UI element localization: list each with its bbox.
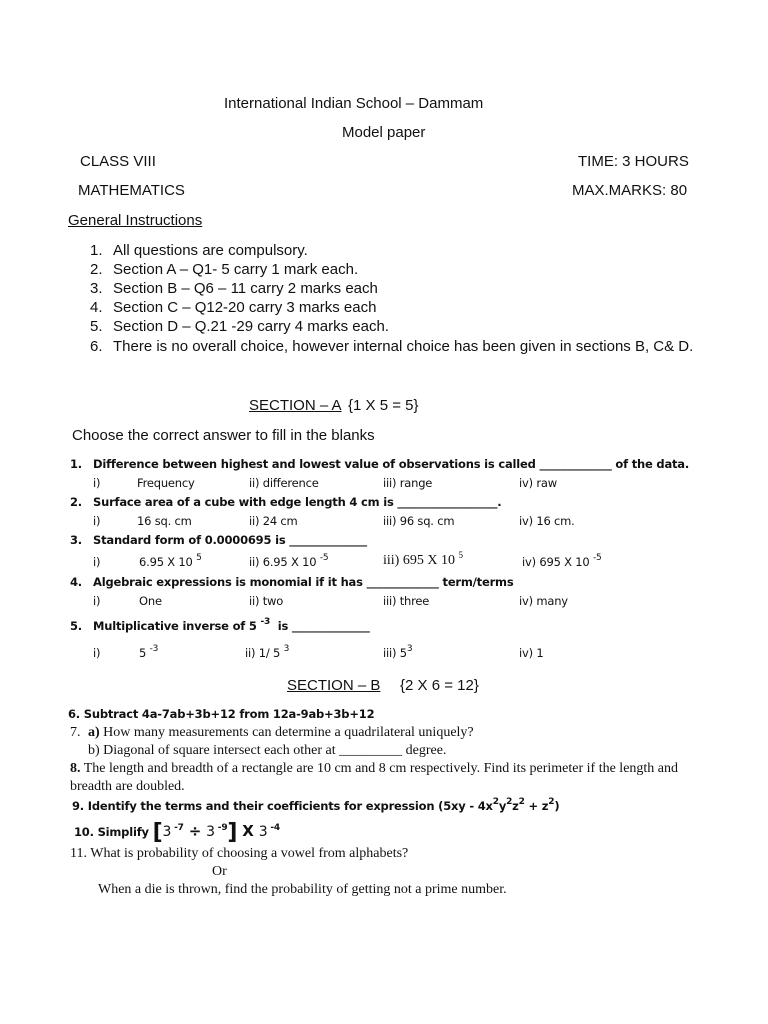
option-text: 16 sq. cm	[137, 514, 192, 528]
option-text	[522, 555, 602, 569]
option-value: ii) 1/ 5	[245, 646, 281, 660]
option-value: ii) 6.95 X 10	[249, 555, 317, 569]
exponent: -3	[149, 644, 159, 654]
time-label: TIME: 3 HOURS	[578, 153, 689, 170]
instruction-num: 1.	[90, 242, 103, 259]
bracket-open: [	[152, 820, 163, 845]
question-text-part: is ______________	[277, 619, 370, 633]
exponent: 2	[518, 797, 525, 807]
question-11-text: 11. What is probability of choosing a vowel from alphabets?	[70, 846, 409, 861]
option-value: 5	[139, 646, 147, 660]
question-7a-text	[88, 725, 474, 741]
paper-title: Model paper	[342, 124, 426, 141]
option-label: i)	[93, 514, 101, 528]
exponent: 3	[406, 644, 413, 654]
divide-sign: ÷	[183, 822, 207, 840]
question-text-part: y	[498, 799, 507, 813]
subject-label: MATHEMATICS	[78, 182, 185, 199]
question-text-part: )	[554, 799, 560, 813]
section-b-marks: {2 X 6 = 12}	[400, 677, 479, 694]
option-text: One	[139, 594, 162, 608]
option-text	[139, 646, 158, 660]
option-text	[249, 555, 328, 569]
question-8-text	[70, 761, 678, 777]
section-a-marks: {1 X 5 = 5}	[348, 397, 419, 414]
section-a-direction: Choose the correct answer to fill in the blanks	[72, 427, 375, 444]
instruction-num: 6.	[90, 338, 103, 355]
exponent: 3	[283, 644, 290, 654]
question-text-part: The length and breadth of a rectangle are 10 cm and 8 cm respectively. Find its perimeter if the length and	[83, 761, 679, 776]
or-label: Or	[212, 864, 227, 879]
option-text: iii) range	[383, 476, 433, 490]
instruction-text: All questions are compulsory.	[113, 242, 308, 259]
base: 3	[258, 824, 268, 840]
option-text	[245, 646, 289, 660]
question-text-part: 10. Simplify	[74, 825, 149, 839]
question-text-part: + z	[524, 799, 549, 813]
exponent: 2	[506, 797, 513, 807]
option-label: i)	[93, 594, 101, 608]
instructions-heading: General Instructions	[68, 212, 203, 229]
question-number: 4.	[70, 575, 82, 589]
option-text: iv) raw	[519, 476, 557, 490]
question-number: 2.	[70, 495, 82, 509]
option-label: i)	[93, 476, 101, 490]
multiply-sign: X	[237, 822, 259, 840]
part-label: a)	[88, 725, 100, 740]
option-text: iv) 1	[519, 646, 544, 660]
question-2-text: Surface area of a cube with edge length 4 cm is __________________.	[93, 495, 502, 509]
section-a-heading: SECTION – A	[249, 397, 342, 414]
exponent: 2	[492, 797, 499, 807]
option-text: iv) many	[519, 594, 568, 608]
exponent: -9	[214, 823, 228, 833]
exponent: 5	[458, 550, 463, 560]
option-text: ii) two	[249, 594, 284, 608]
question-6-text: 6. Subtract 4a-7ab+3b+12 from 12a-9ab+3b+12	[68, 707, 375, 721]
option-text	[383, 646, 412, 660]
option-text: iii) 96 sq. cm	[383, 514, 455, 528]
exponent: 2	[548, 797, 555, 807]
question-number: 5.	[70, 619, 82, 633]
option-text	[383, 550, 463, 569]
question-text-part: z	[512, 799, 519, 813]
exponent: 5	[196, 553, 202, 563]
question-4-text: Algebraic expressions is monomial if it has _____________ term/terms	[93, 575, 514, 589]
question-1-text: Difference between highest and lowest value of observations is called _____________ of the data.	[93, 457, 690, 471]
question-number: 3.	[70, 533, 82, 547]
option-text: iii) three	[383, 594, 430, 608]
class-label: CLASS VIII	[80, 153, 156, 170]
question-11-alt-text: When a die is thrown, find the probability of getting not a prime number.	[98, 882, 507, 897]
question-text-part: 9. Identify the terms and their coefficients for expression (5xy - 4x	[72, 799, 493, 813]
exponent: -4	[267, 823, 280, 833]
question-9-text	[72, 799, 559, 813]
bracket-close: ]	[227, 820, 238, 845]
question-8-text-cont: breadth are doubled.	[70, 779, 185, 794]
base: 3	[206, 824, 215, 840]
question-text-part: Multiplicative inverse of 5	[93, 619, 257, 633]
question-7b-text: b) Diagonal of square intersect each other at _________ degree.	[88, 743, 447, 758]
instruction-num: 3.	[90, 280, 103, 297]
exponent: -5	[592, 553, 602, 563]
option-text: Frequency	[137, 476, 195, 490]
option-text: ii) difference	[249, 476, 319, 490]
option-label: i)	[93, 646, 101, 660]
option-text	[139, 555, 202, 569]
exponent: -3	[260, 617, 271, 627]
question-10-text	[74, 820, 280, 845]
option-value: iii) 5	[383, 646, 407, 660]
instruction-text: Section B – Q6 – 11 carry 2 marks each	[113, 280, 378, 297]
instruction-text: Section D – Q.21 -29 carry 4 marks each.	[113, 318, 389, 335]
option-value: iv) 695 X 10	[522, 555, 590, 569]
instruction-num: 2.	[90, 261, 103, 278]
option-text: iv) 16 cm.	[519, 514, 575, 528]
question-number: 8.	[70, 761, 81, 776]
question-3-text: Standard form of 0.0000695 is ______________	[93, 533, 367, 547]
question-text-part: How many measurements can determine a quadrilateral uniquely?	[103, 725, 474, 740]
instruction-text: Section A – Q1- 5 carry 1 mark each.	[113, 261, 359, 278]
option-label: i)	[93, 555, 101, 569]
question-5-text	[93, 619, 370, 633]
exponent: -7	[171, 823, 184, 833]
question-number: 7.	[70, 725, 81, 740]
exponent: -5	[319, 553, 329, 563]
max-marks-label: MAX.MARKS: 80	[572, 182, 688, 199]
option-value: 6.95 X 10	[139, 555, 193, 569]
instruction-text: Section C – Q12-20 carry 3 marks each	[113, 299, 377, 316]
school-name: International Indian School – Dammam	[224, 95, 484, 112]
instruction-num: 5.	[90, 318, 103, 335]
base: 3	[162, 824, 172, 840]
instruction-text: There is no overall choice, however internal choice has been given in sections B, C& D.	[113, 338, 694, 355]
section-b-heading: SECTION – B	[287, 677, 381, 694]
option-text: ii) 24 cm	[249, 514, 298, 528]
question-number: 1.	[70, 457, 82, 471]
option-value: iii) 695 X 10	[383, 553, 455, 568]
instruction-num: 4.	[90, 299, 103, 316]
